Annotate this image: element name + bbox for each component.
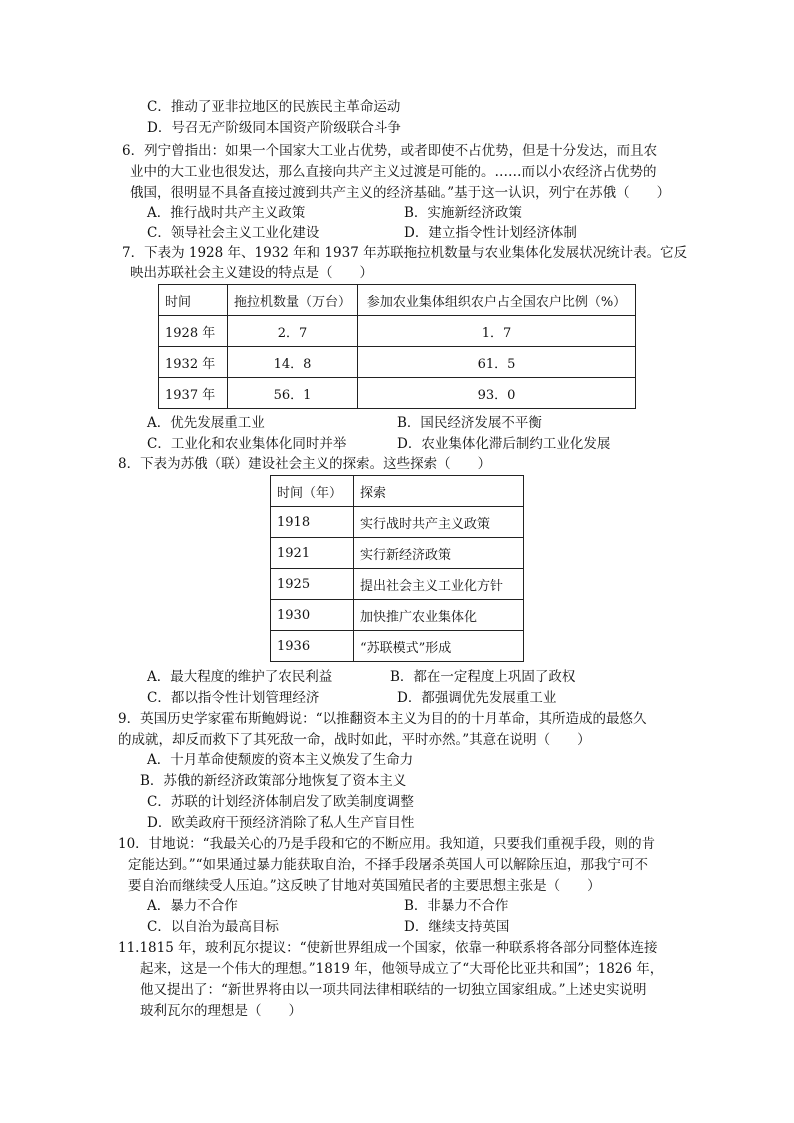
q6-stem-line1: 6．列宁曾指出：如果一个国家大工业占优势，或者即使不占优势，但是十分发达，而且农	[122, 143, 658, 159]
q7-stem-line2: 映出苏联社会主义建设的特点是（ ）	[130, 265, 373, 281]
q8-option-a[interactable]: A．最大程度的维护了农民利益	[147, 669, 333, 685]
q9-stem-line2: 的成就，却反而救下了其死敌一命，战时如此，平时亦然。”其意在说明（ ）	[118, 732, 591, 748]
table-header-cell: 探索	[354, 476, 524, 507]
q10-option-c[interactable]: C．以自治为最高目标	[147, 919, 279, 935]
q6-option-b[interactable]: B．实施新经济政策	[404, 205, 522, 221]
table-cell: 1921	[271, 538, 354, 569]
q7-option-b[interactable]: B．国民经济发展不平衡	[397, 415, 542, 431]
q9-stem-line1: 9．英国历史学家霍布斯鲍姆说：“以推翻资本主义为目的的十月革命，其所造成的最悠久	[118, 711, 647, 727]
table-header-row	[271, 476, 524, 507]
table-cell: 1937 年	[159, 378, 228, 409]
q6-option-d[interactable]: D．建立指令性计划经济体制	[404, 225, 577, 241]
q11-stem-line2: 起来，这是一个伟大的理想。”1819 年，他领导成立了“大哥伦比亚共和国”；1826 年，	[140, 961, 664, 977]
q8-table	[270, 475, 524, 662]
table-cell: 1928 年	[159, 316, 228, 347]
table-cell: “苏联模式”形成	[354, 631, 524, 662]
table-row	[271, 569, 524, 600]
table-cell: 56．1	[228, 378, 358, 409]
q10-stem-line1: 10．甘地说：“我最关心的乃是手段和它的不断应用。我知道，只要我们重视手段，则的肯	[118, 836, 656, 852]
q9-option-b[interactable]: B．苏俄的新经济政策部分地恢复了资本主义	[140, 773, 407, 789]
table-row	[271, 507, 524, 538]
q9-option-c[interactable]: C．苏联的计划经济体制启发了欧美制度调整	[147, 794, 414, 810]
q8-option-c[interactable]: C．都以指令性计划管理经济	[147, 690, 320, 706]
q7-option-c[interactable]: C．工业化和农业集体化同时并举	[147, 436, 347, 452]
q8-option-b[interactable]: B．都在一定程度上巩固了政权	[390, 669, 576, 685]
q10-option-b[interactable]: B．非暴力不合作	[404, 898, 509, 914]
q9-option-a[interactable]: A．十月革命使颓废的资本主义焕发了生命力	[147, 752, 414, 768]
table-header-cell: 参加农业集体组织农户占全国农户比例（%）	[358, 285, 636, 316]
q10-option-a[interactable]: A．暴力不合作	[147, 898, 238, 914]
q10-option-d[interactable]: D．继续支持英国	[404, 919, 510, 935]
table-row	[271, 600, 524, 631]
table-row	[159, 316, 636, 347]
table-header-row	[159, 285, 636, 316]
q6-stem-line3: 俄国，很明显不具备直接过渡到共产主义的经济基础。”基于这一认识，列宁在苏俄（ ）	[130, 185, 671, 201]
q5-option-d[interactable]: D．号召无产阶级同本国资产阶级联合斗争	[147, 120, 401, 136]
table-header-cell: 时间	[159, 285, 228, 316]
q6-stem-line2: 业中的大工业也很发达，那么直接向共产主义过渡是可能的。……而以小农经济占优势的	[130, 164, 657, 180]
table-header-cell: 拖拉机数量（万台）	[228, 285, 358, 316]
q10-stem-line3: 要自治而继续受人压迫。”这反映了甘地对英国殖民者的主要思想主张是（ ）	[128, 878, 601, 894]
table-cell: 实行新经济政策	[354, 538, 524, 569]
table-row	[271, 538, 524, 569]
q10-stem-line2: 定能达到。”“如果通过暴力能获取自治，不择手段屠杀英国人可以解除压迫，那我宁可不	[128, 857, 649, 873]
table-row	[271, 631, 524, 662]
table-cell: 1．7	[358, 316, 636, 347]
q7-option-a[interactable]: A．优先发展重工业	[147, 415, 265, 431]
q7-table	[158, 284, 636, 409]
table-cell: 2．7	[228, 316, 358, 347]
q9-option-d[interactable]: D．欧美政府干预经济消除了私人生产盲目性	[147, 815, 415, 831]
table-header-cell: 时间（年）	[271, 476, 354, 507]
table-cell: 1918	[271, 507, 354, 538]
table-cell: 1936	[271, 631, 354, 662]
q11-stem-line4: 玻利瓦尔的理想是（ ）	[140, 1003, 302, 1019]
q7-stem-line1: 7．下表为 1928 年、1932 年和 1937 年苏联拖拉机数量与农业集体化发展状况统计表。它反	[122, 245, 688, 261]
table-cell: 实行战时共产主义政策	[354, 507, 524, 538]
q11-stem-line3: 他又提出了：“新世界将由以一项共同法律相联结的一切独立国家组成。”上述史实说明	[140, 982, 647, 998]
table-cell: 1932 年	[159, 347, 228, 378]
q11-stem-line1: 11.1815 年，玻利瓦尔提议：“使新世界组成一个国家，依靠一种联系将各部分同整体连接	[118, 940, 658, 956]
q6-option-a[interactable]: A．推行战时共产主义政策	[147, 205, 306, 221]
table-cell: 1925	[271, 569, 354, 600]
q8-option-d[interactable]: D．都强调优先发展重工业	[397, 690, 557, 706]
table-cell: 14．8	[228, 347, 358, 378]
table-cell: 提出社会主义工业化方针	[354, 569, 524, 600]
q6-option-c[interactable]: C．领导社会主义工业化建设	[147, 225, 320, 241]
q7-option-d[interactable]: D．农业集体化滞后制约工业化发展	[397, 436, 611, 452]
table-cell: 93．0	[358, 378, 636, 409]
table-cell: 1930	[271, 600, 354, 631]
q8-stem-line1: 8．下表为苏俄（联）建设社会主义的探索。这些探索（ ）	[118, 456, 492, 472]
q5-option-c[interactable]: C．推动了亚非拉地区的民族民主革命运动	[147, 99, 401, 115]
table-row	[159, 378, 636, 409]
table-row	[159, 347, 636, 378]
table-cell: 加快推广农业集体化	[354, 600, 524, 631]
table-cell: 61．5	[358, 347, 636, 378]
